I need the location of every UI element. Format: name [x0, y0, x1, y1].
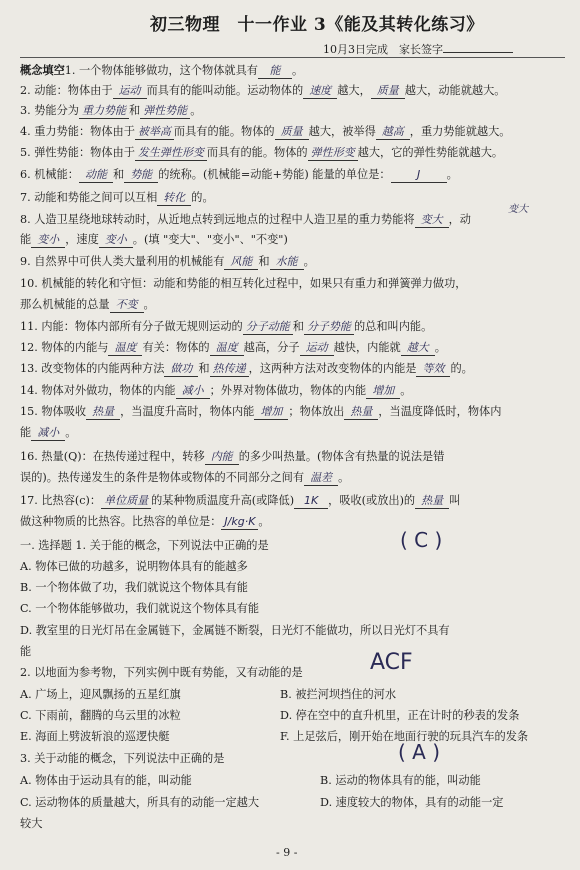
answer-blank[interactable]: 减小: [176, 384, 210, 399]
page-number: - 9 -: [276, 846, 298, 859]
parent-signature-field[interactable]: [443, 42, 513, 53]
answer-blank[interactable]: 运动: [113, 84, 147, 99]
answer-blank[interactable]: 热量: [86, 405, 120, 420]
answer-blank[interactable]: 变大: [415, 213, 449, 228]
answer-blank[interactable]: 风能: [224, 255, 258, 270]
choice-q1-answer: ( C ): [400, 528, 443, 552]
concept-q12: 12. 物体的内能与 温度 有关：物体的 温度 越高，分子 运动 越快，内能就 越大 。: [20, 341, 446, 354]
concept-q15: 15. 物体吸收 热量 ，当温度升高时，物体内能 增加 ；物体放出 热量 ，当温度降低时，物体内: [20, 405, 502, 418]
answer-blank[interactable]: 不变: [110, 298, 144, 313]
concept-q16-cont: 误的)。热传递发生的条件是物体或物体的不同部分之间有 温差 。: [20, 471, 350, 484]
answer-blank[interactable]: 转化: [157, 191, 191, 206]
concept-q6: 6. 机械能： 动能 和 势能 的统称。(机械能=动能+势能) 能量的单位是： J 。: [20, 168, 458, 181]
date-signature-line: [323, 41, 513, 57]
answer-blank[interactable]: 质量: [371, 84, 405, 99]
choice-q2-option-a[interactable]: A. 广场上，迎风飘扬的五星红旗: [20, 688, 181, 701]
concept-q17-cont: 做这种物质的比热容。比热容的单位是： J/kg·K 。: [20, 515, 270, 528]
answer-blank[interactable]: 分子动能: [243, 320, 293, 335]
choice-q2-option-e[interactable]: E. 海面上劈波斩浪的巡逻快艇: [20, 730, 170, 743]
answer-blank[interactable]: 增加: [254, 405, 288, 420]
concept-q11: 11. 内能：物体内部所有分子做无规则运动的 分子动能 和 分子势能 的总和叫内能。: [20, 320, 433, 333]
choice-q2-option-d[interactable]: D. 停在空中的直升机里，正在计时的秒表的发条: [280, 709, 520, 722]
concept-q1: 概念填空1. 一个物体能够做功，这个物体就具有 能 。: [20, 63, 304, 77]
choice-q2-answer: ACF: [370, 650, 413, 675]
choice-q1-option-a[interactable]: A. 物体已做的功越多，说明物体具有的能越多: [20, 560, 248, 573]
choice-q3-option-c[interactable]: C. 运动物体的质量越大，所具有的动能一定越大: [20, 796, 260, 809]
answer-blank[interactable]: 变小: [99, 233, 133, 248]
choice-q1-option-c[interactable]: C. 一个物体能够做功，我们就说这个物体具有能: [20, 602, 260, 615]
concept-q4: 4. 重力势能：物体由于 被举高 而具有的能。物体的 质量 越大，被举得 越高 ，重力势能就越大。: [20, 125, 511, 138]
choice-q2-option-b[interactable]: B. 被拦河坝挡住的河水: [280, 688, 397, 701]
choice-q3-option-b[interactable]: B. 运动的物体具有的能，叫动能: [320, 774, 481, 787]
answer-blank[interactable]: 分子势能: [304, 320, 354, 335]
concept-q16: 16. 热量(Q)：在热传递过程中，转移 内能 的多少叫热量。(物体含有热量的说法是错: [20, 450, 445, 463]
choice-q1-option-b[interactable]: B. 一个物体做了功，我们就说这个物体具有能: [20, 581, 248, 594]
concept-q9: 9. 自然界中可供人类大量利用的机械能有 风能 和 水能 。: [20, 255, 315, 268]
concept-q5: 5. 弹性势能：物体由于 发生弹性形变 而具有的能。物体的 弹性形变 越大，它的弹性势能就越大。: [20, 146, 504, 159]
handwritten-note: 变大: [508, 204, 528, 215]
choice-q2-option-f[interactable]: F. 上足弦后，刚开始在地面行驶的玩具汽车的发条: [280, 730, 529, 743]
answer-blank[interactable]: 弹性形变: [308, 146, 358, 161]
choice-q3-stem: 3. 关于动能的概念，下列说法中正确的是: [20, 752, 225, 765]
answer-blank[interactable]: 重力势能: [79, 104, 129, 119]
answer-blank[interactable]: 单位质量: [101, 494, 151, 509]
answer-blank[interactable]: 越高: [376, 125, 410, 140]
concept-q14: 14. 物体对外做功，物体的内能 减小 ；外界对物体做功，物体的内能 增加 。: [20, 384, 412, 397]
concept-q8-cont: 能 变小 ，速度 变小 。(填 "变大"、"变小"、"不变"): [20, 233, 288, 246]
choice-q3-row1: [20, 774, 565, 788]
answer-blank[interactable]: 热量: [415, 494, 449, 509]
answer-blank[interactable]: 变小: [31, 233, 65, 248]
choice-q2-row2: [20, 709, 565, 723]
concept-q15-cont: 能 减小 。: [20, 426, 77, 439]
answer-blank[interactable]: 内能: [205, 450, 239, 465]
answer-blank[interactable]: 热量: [344, 405, 378, 420]
choice-q3-row2: [20, 796, 565, 810]
concept-q13: 13. 改变物体的内能两种方法 做功 和 热传递 ，这两种方法对改变物体的内能是 等效 的。: [20, 362, 473, 375]
choice-q1-option-d-cont: 能: [20, 645, 32, 658]
choice-q3-answer: ( A ): [398, 740, 441, 764]
choice-q1-stem: 一. 选择题 1. 关于能的概念，下列说法中正确的是: [20, 539, 269, 552]
answer-blank[interactable]: 势能: [124, 168, 158, 183]
choice-q2-row3: [20, 730, 565, 744]
choice-q2-stem: 2. 以地面为参考物，下列实例中既有势能，又有动能的是: [20, 666, 303, 679]
section-label: 概念填空: [20, 63, 65, 77]
answer-blank[interactable]: 被举高: [135, 125, 174, 140]
answer-blank[interactable]: 动能: [79, 168, 113, 183]
answer-blank[interactable]: 减小: [31, 426, 65, 441]
concept-q10: 10. 机械能的转化和守恒：动能和势能的相互转化过程中，如果只有重力和弹簧弹力做功，: [20, 277, 467, 290]
answer-blank[interactable]: 弹性势能: [140, 104, 190, 119]
concept-q2: 2. 动能：物体由于 运动 而具有的能叫动能。运动物体的 速度 越大， 质量 越大，动能就越大。: [20, 84, 506, 97]
concept-q8: 8. 人造卫星绕地球转动时，从近地点转到远地点的过程中人造卫星的重力势能将 变大 ，动: [20, 213, 471, 226]
choice-q1-option-d[interactable]: D. 教室里的日光灯吊在金属链下，金属链不断裂，日光灯不能做功，所以日光灯不具有: [20, 624, 450, 637]
answer-blank[interactable]: 温差: [304, 471, 338, 486]
choice-q3-option-a[interactable]: A. 物体由于运动具有的能，叫动能: [20, 774, 192, 787]
answer-blank[interactable]: J/kg·K: [221, 515, 258, 530]
concept-q17: 17. 比热容(c)： 单位质量 的某种物质温度升高(或降低) 1K ，吸收(或放出)的 热量 叫: [20, 494, 461, 507]
answer-blank[interactable]: 温度: [108, 341, 142, 356]
header-divider: [20, 57, 565, 58]
choice-q3-option-d[interactable]: D. 速度较大的物体，具有的动能一定: [320, 796, 504, 809]
answer-blank[interactable]: 等效: [416, 362, 450, 377]
answer-blank[interactable]: 热传递: [210, 362, 249, 377]
concept-q7: 7. 动能和势能之间可以互相 转化 的。: [20, 191, 214, 204]
answer-blank[interactable]: 越大: [401, 341, 435, 356]
concept-q10-cont: 那么机械能的总量 不变 。: [20, 298, 155, 311]
answer-blank[interactable]: 水能: [270, 255, 304, 270]
choice-q2-option-c[interactable]: C. 下雨前，翻腾的乌云里的冰粒: [20, 709, 181, 722]
answer-blank[interactable]: 发生弹性形变: [135, 146, 207, 161]
page-title: 初三物理 十一作业 3《能及其转化练习》: [150, 15, 484, 35]
answer-blank[interactable]: 温度: [210, 341, 244, 356]
choice-q2-row1: [20, 688, 565, 702]
answer-blank[interactable]: 增加: [366, 384, 400, 399]
answer-blank[interactable]: 运动: [300, 341, 334, 356]
answer-blank[interactable]: 质量: [275, 125, 309, 140]
concept-q3: 3. 势能分为 重力势能 和 弹性势能 。: [20, 104, 202, 117]
answer-blank[interactable]: 能: [258, 64, 292, 79]
answer-blank[interactable]: J: [391, 168, 447, 183]
answer-blank[interactable]: 做功: [164, 362, 198, 377]
answer-blank[interactable]: 速度: [303, 84, 337, 99]
date-text: 10月3日完成 家长签字: [323, 43, 443, 56]
answer-blank[interactable]: 1K: [294, 494, 328, 509]
choice-q3-option-d-cont: 较大: [20, 817, 43, 830]
